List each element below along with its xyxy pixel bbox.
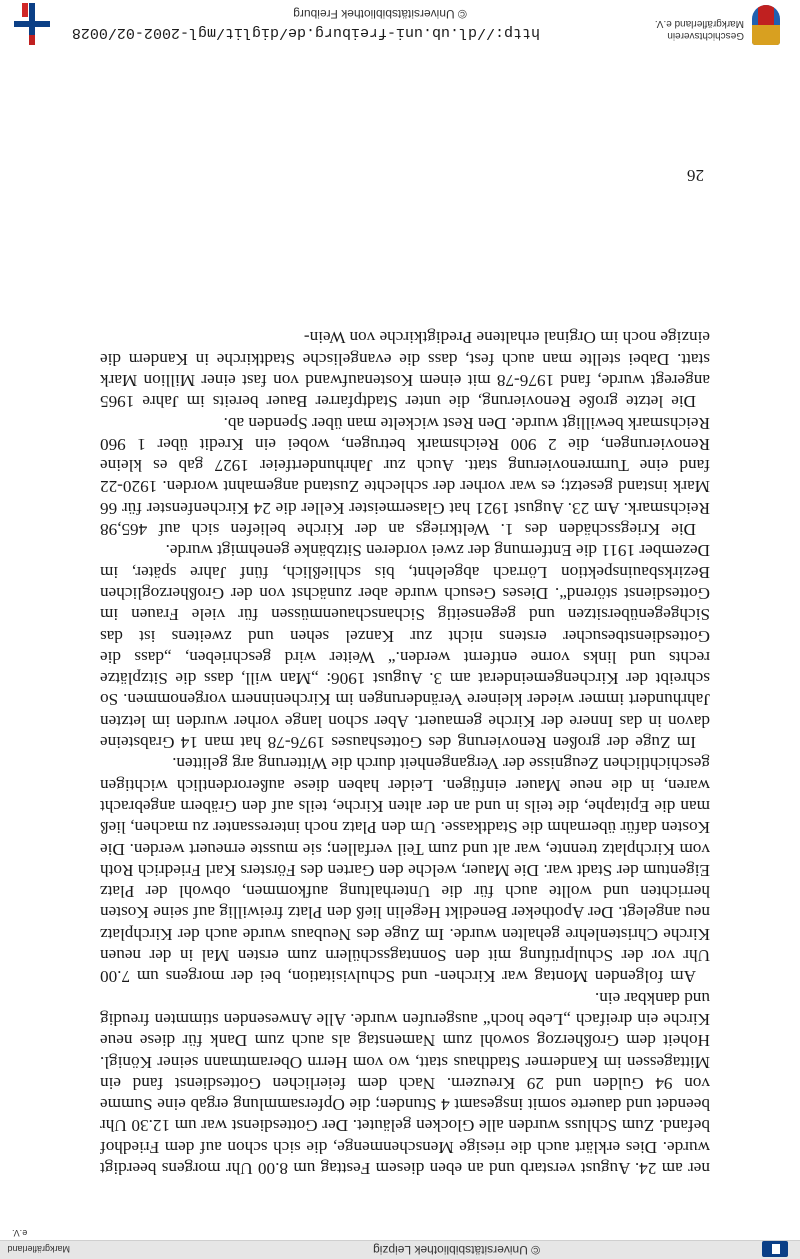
footer-logo-label: Geschichtsverein Markgräflerland e.V. bbox=[654, 18, 744, 41]
paragraph-4: Die Kriegsschäden des 1. Weltkriegs an der Kirche beliefen sich auf 465,98 Reichsmark. Am 23. August 1921 hat Glasermeister Keller die 24 Kirchenfenster für 66 Mark instand gesetzt; es war vorher der schlechte Zustand angemahnt worden. 1920-22 fand eine Turmrenovierung statt. Auch zur Jahrhundertfeier 1927 gab es kleine Renovierungen, die 2 900 Reichsmark betrugen, wobei ein Kredit über 1 960 Reichsmark bewilligt wurde. Den Rest wickelte man über Spenden ab. bbox=[100, 413, 710, 540]
paragraph-5: Die letzte große Renovierung, die unter Stadtpfarrer Bauer bereits im Jahre 1965 angeregt wurde, fand 1976-78 mit einem Kostenaufwand von fast einer Million Mark statt. Dabei stellte man auch fest, dass die evangelische Stadtkirche in Kandern die einzige noch im Orginal erhaltene Predigtkirche von Wein- bbox=[100, 328, 710, 412]
paragraph-3: Im Zuge der großen Renovierung des Gotteshauses 1976-78 hat man 14 Grabsteine davon in das Innere der Kirche gemauert. Aber schon lange vorher wurden im letzten Jahrhundert immer wieder kleinere Veränderungen im Kircheninnern vorgenommen. So schreibt der Kirchengemeinderat am 3. August 1906: „Man will, dass die Sitzplätze rechts und links vorne entfernt werden.“ Weiter wird geschrieben, „dass die Gottesdienstbesucher erstens nicht zur Kanzel sehen und zweitens ist das Sichgegenübersitzen und gegenseitig Sichanschauenmüssen für viele Frauen im Gottesdienst störend“. Dieses Gesuch wurde aber zunächst von der Großherzoglichen Bezirksbauinspektion Lörrach abgelehnt, bis schließlich, fünf Jahre später, im Dezember 1911 die Entfernung der zwei vorderen Sitzbänke genehmigt wurde. bbox=[100, 541, 710, 753]
footer-copyright: © Universitätsbibliothek Freiburg bbox=[293, 7, 467, 21]
document-body bbox=[100, 327, 710, 1179]
coat-of-arms-icon bbox=[752, 5, 780, 45]
footer-bar bbox=[0, 0, 800, 49]
university-library-logo-icon bbox=[14, 3, 50, 45]
header-logo-label: Markgräflerland e.V. bbox=[7, 1228, 70, 1254]
paragraph-1: ner am 24. August verstarb und an eben diesem Festtag um 8.00 Uhr morgens beerdigt wurde. Dies erklärt auch die riesige Menschenmenge, die sich schon auf dem Friedhof befand. Zum Schluss wurden alle Glocken geläutet. Der Gottesdienst war um 12.30 Uhr beendet und dauerte somit insgesamt 4 Stunden; die Opfersammlung ergab eine Summe von 94 Gulden und 29 Kreuzern. Nach dem feierlichen Gottesdienst fand ein Mittagessen im Kanderner Stadthaus statt, wo vom Herrn Oberamtmann seiner Königl. Hoheit dem Großherzog sowohl zum Namenstag als auch zum Dank für diese neue Kirche ein dreifach „Lebe hoch“ ausgerufen wurde. Alle Anwesenden stimmten freudig und dankbar ein. bbox=[100, 988, 710, 1178]
permalink-url[interactable]: http://dl.ub.uni-freiburg.de/diglit/mgl-2002-02/0028 bbox=[71, 24, 540, 41]
header-caption: © Universitätsbibliothek Leipzig bbox=[373, 1243, 540, 1257]
paragraph-2: Am folgenden Montag war Kirchen- und Schulvisitation, bei der morgens um 7.00 Uhr vor der Schulprüfung mit den Sonntagsschülern zum ersten Mal in der neuen Kirche Christenlehre gehalten wurde. Im Zuge des Neubaus wurde auch der Kirchplatz neu angelegt. Der Apotheker Benedikt Hegelin ließ den Platz freiwillig auf seine Kosten herrichten und wollte auch für die Unterhaltung aufkommen, obwohl der Platz Eigentum der Stadt war. Die Mauer, welche den Garten des Försters Karl Friedrich Roth vom Kirchplatz trennte, war alt und zum Teil verfallen; sie musste erneuert werden. Die Kosten dafür übernahm die Stadtkasse. Um den Platz noch interessanter zu machen, ließ man die Epitaphe, die teils in und an der alten Kirche, teils auf den Gräbern angebracht waren, in die neue Mauer einfügen. Leider haben diese außerordentlich wichtigen geschichtlichen Zeugnisse der Vergangenheit durch die Witterung arg gelitten. bbox=[100, 754, 710, 987]
page-number: 26 bbox=[687, 166, 704, 185]
viewer-top-bar bbox=[0, 1228, 800, 1259]
university-logo-icon bbox=[762, 1241, 788, 1257]
